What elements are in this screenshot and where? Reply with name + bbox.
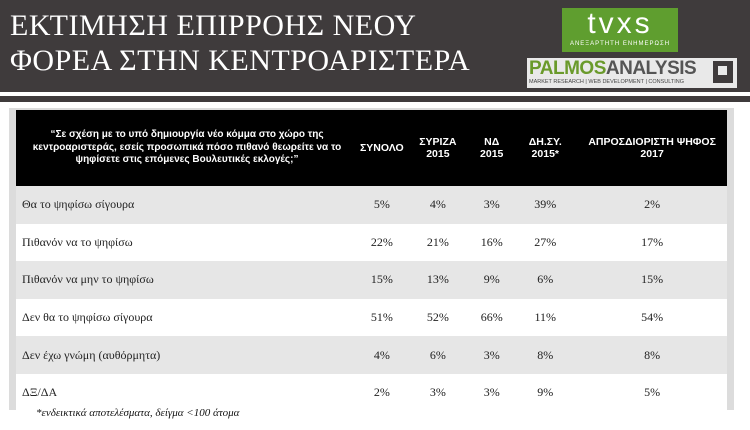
cell-value: 6% [429, 347, 446, 362]
cell-value: 17% [641, 234, 664, 249]
table-row [16, 299, 727, 337]
row-label: Πιθανόν να το ψηφίσω [22, 234, 133, 249]
footnote: *ενδεικτικά αποτελέσματα, δείγμα <100 άτομα [36, 407, 240, 419]
cell-value: 54% [641, 310, 664, 325]
cell-value: 22% [370, 234, 393, 249]
cell-value: 2% [373, 385, 390, 400]
table-row [16, 261, 727, 299]
column-header: ΑΠΡΟΣΔΙΟΡΙΣΤΗ ΨΗΦΟΣ 2017 [588, 136, 716, 160]
cell-value: 2% [644, 197, 661, 212]
cell-value: 3% [483, 197, 500, 212]
cell-value: 52% [426, 310, 449, 325]
header-bar [0, 0, 750, 92]
column-header: ΔΗ.ΣΥ. 2015* [528, 136, 562, 160]
table-row [16, 374, 727, 412]
tvxs-logo-text: tvxs [587, 7, 653, 40]
table-header-row [16, 110, 727, 186]
table-row [16, 224, 727, 262]
cell-value: 39% [534, 197, 557, 212]
cell-value: 4% [373, 347, 390, 362]
column-header: ΣΥΡΙΖΑ 2015 [419, 136, 457, 160]
cell-value: 13% [426, 272, 449, 287]
cell-value: 27% [534, 234, 557, 249]
cell-value: 3% [483, 347, 500, 362]
row-label: ΔΞ/ΔΑ [22, 385, 58, 400]
palmos-logo-part-b: ANALYSIS [605, 58, 697, 79]
cell-value: 16% [480, 234, 503, 249]
cell-value: 3% [483, 385, 500, 400]
palmos-logo-part-a: PALMOS [529, 58, 606, 79]
cell-value: 15% [641, 272, 664, 287]
cell-value: 21% [426, 234, 449, 249]
cell-value: 11% [534, 310, 557, 325]
title-line-1: ΕΚΤΙΜΗΣΗ ΕΠΙΡΡΟΗΣ ΝΕΟΥ [10, 9, 417, 42]
column-header: ΣΥΝΟΛΟ [360, 142, 404, 154]
palmos-logo-tagline: MARKET RESEARCH | WEB DEVELOPMENT | CONSULTING [529, 79, 685, 85]
tvxs-logo [562, 8, 678, 52]
row-label: Πιθανόν να μην το ψηφίσω [22, 272, 154, 287]
results-table [16, 110, 727, 412]
question-header: “Σε σχέση με το υπό δημιουργία νέο κόμμα στο χώρο της κεντροαριστεράς, εσείς προσωπικά πόσο πιθανό θεωρείτε να το ψηφίσετε στις επόμενες Βουλευτικές εκλογές;” [32, 129, 342, 166]
page-title [10, 8, 470, 78]
title-line-2: ΦΟΡΕΑ ΣΤΗΝ ΚΕΝΤΡΟΑΡΙΣΤΕΡΑ [10, 44, 471, 77]
cell-value: 9% [537, 385, 554, 400]
cell-value: 51% [370, 310, 393, 325]
column-header: ΝΔ 2015 [480, 136, 504, 160]
cell-value: 15% [370, 272, 393, 287]
tvxs-logo-tagline: ΑΝΕΞΑΡΤΗΤΗ ΕΝΗΜΕΡΩΣΗ [569, 41, 671, 47]
table-row [16, 336, 727, 374]
cell-value: 8% [537, 347, 554, 362]
cell-value: 9% [483, 272, 500, 287]
cell-value: 4% [429, 197, 446, 212]
cell-value: 8% [644, 347, 661, 362]
cell-value: 5% [644, 385, 661, 400]
row-label: Θα το ψηφίσω σίγουρα [22, 197, 135, 212]
row-label: Δεν έχω γνώμη (αυθόρμητα) [22, 347, 161, 362]
row-label: Δεν θα το ψηφίσω σίγουρα [22, 310, 153, 325]
cell-value: 66% [480, 310, 503, 325]
palmos-analysis-logo [527, 58, 737, 88]
cell-value: 6% [537, 272, 554, 287]
cell-value: 5% [373, 197, 390, 212]
divider-band [0, 96, 750, 102]
palmos-square-icon [713, 61, 733, 83]
cell-value: 3% [429, 385, 446, 400]
table-row [16, 186, 727, 224]
palmos-logo-text [529, 58, 696, 80]
